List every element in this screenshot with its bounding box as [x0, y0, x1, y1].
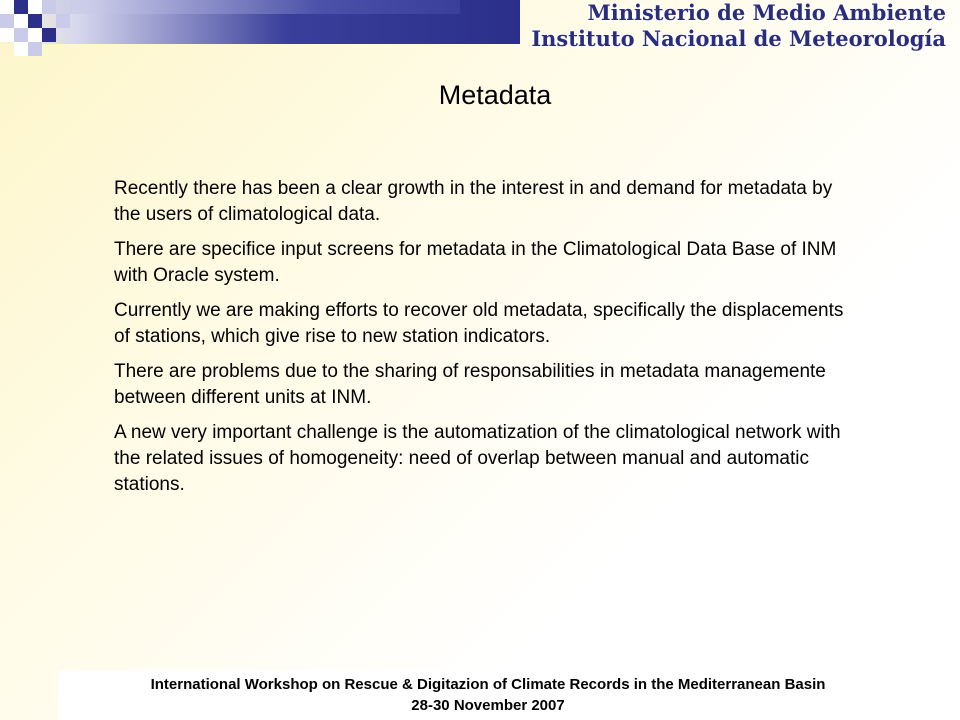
paragraph-1: Recently there has been a clear growth in the interest in and demand for metadata by the users of climatological data.: [114, 178, 833, 225]
footer-workshop-title: International Workshop on Rescue & Digitazion of Climate Records in the Mediterranean Basin: [150, 676, 826, 693]
corner-squares-decoration: [0, 0, 90, 70]
org-ministry-name: Ministerio de Medio Ambiente: [587, 0, 946, 25]
slide-body: [114, 176, 854, 507]
footer-date: 28-30 November 2007: [411, 697, 565, 714]
paragraph-2: There are specifice input screens for metadata in the Climatological Data Base of INM with Oracle system.: [114, 239, 837, 286]
footer: [58, 674, 918, 716]
paragraph-3: Currently we are making efforts to recover old metadata, specifically the displacements of stations, which give rise to new station indicators.: [114, 300, 844, 347]
organization-header: [486, 0, 946, 52]
org-institute-name: Instituto Nacional de Meteorología: [531, 26, 946, 51]
paragraph-4: There are problems due to the sharing of responsabilities in metadata managemente between different units at INM.: [114, 361, 826, 408]
slide-title: Metadata: [438, 80, 552, 110]
paragraph-5: A new very important challenge is the automatization of the climatological network with the related issues of homogeneity: need of overlap between manual and automatic stations.: [114, 422, 841, 495]
